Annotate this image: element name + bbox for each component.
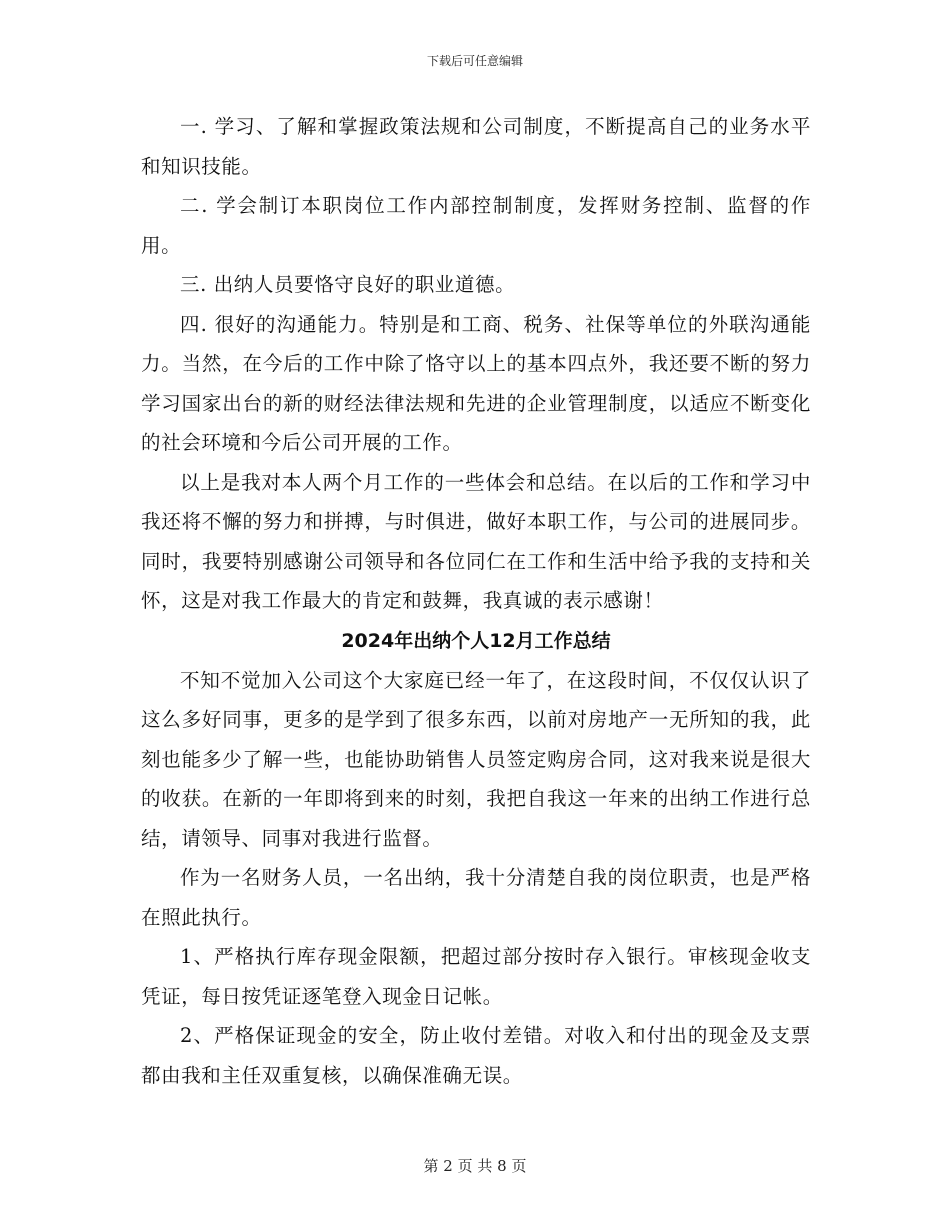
paragraph-intro: 不知不觉加入公司这个大家庭已经一年了，在这段时间，不仅仅认识了这么多好同事，更多的是学到了很多东西，以前对房地产一无所知的我，此刻也能多少了解一些，也能协助销售人员签定购房合同，这对我来说是很大的收获。在新的一年即将到来的时刻，我把自我这一年来的出纳工作进行总结，请领导、同事对我进行监督。 xyxy=(141,668,811,850)
paragraph-point-1: 1、严格执行库存现金限额，把超过部分按时存入银行。审核现金收支凭证，每日按凭证逐笔登入现金日记帐。 xyxy=(141,945,811,1008)
page-header: 下载后可任意编辑 xyxy=(426,54,523,68)
paragraph-point-2: 2、严格保证现金的安全，防止收付差错。对收入和付出的现金及支票都由我和主任双重复核，以确保准确无误。 xyxy=(141,1024,811,1087)
page-footer: 第 2 页 共 8 页 xyxy=(423,1157,527,1175)
paragraph-closing: 以上是我对本人两个月工作的一些体会和总结。在以后的工作和学习中我还将不懈的努力和拼搏，与时俱进，做好本职工作，与公司的进展同步。同时，我要特别感谢公司领导和各位同仁在工作和生活中给予我的支持和关怀，这是对我工作最大的肯定和鼓舞，我真诚的表示感谢！ xyxy=(141,470,811,612)
paragraph-duty: 作为一名财务人员，一名出纳，我十分清楚自我的岗位职责，也是严格在照此执行。 xyxy=(141,866,811,929)
paragraph-item-3: 三. 出纳人员要恪守良好的职业道德。 xyxy=(180,273,516,296)
section-title: 2024年出纳个人12月工作总结 xyxy=(341,629,611,652)
paragraph-item-1: 一. 学习、了解和掌握政策法规和公司制度，不断提高自己的业务水平和知识技能。 xyxy=(141,115,811,178)
paragraph-item-2: 二. 学会制订本职岗位工作内部控制制度，发挥财务控制、监督的作用。 xyxy=(141,194,811,257)
paragraph-item-4: 四. 很好的沟通能力。特别是和工商、税务、社保等单位的外联沟通能力。当然，在今后的工作中除了恪守以上的基本四点外，我还要不断的努力学习国家出台的新的财经法律法规和先进的企业管理制度，以适应不断变化的社会环境和今后公司开展的工作。 xyxy=(141,312,811,454)
document-body xyxy=(141,107,811,1095)
